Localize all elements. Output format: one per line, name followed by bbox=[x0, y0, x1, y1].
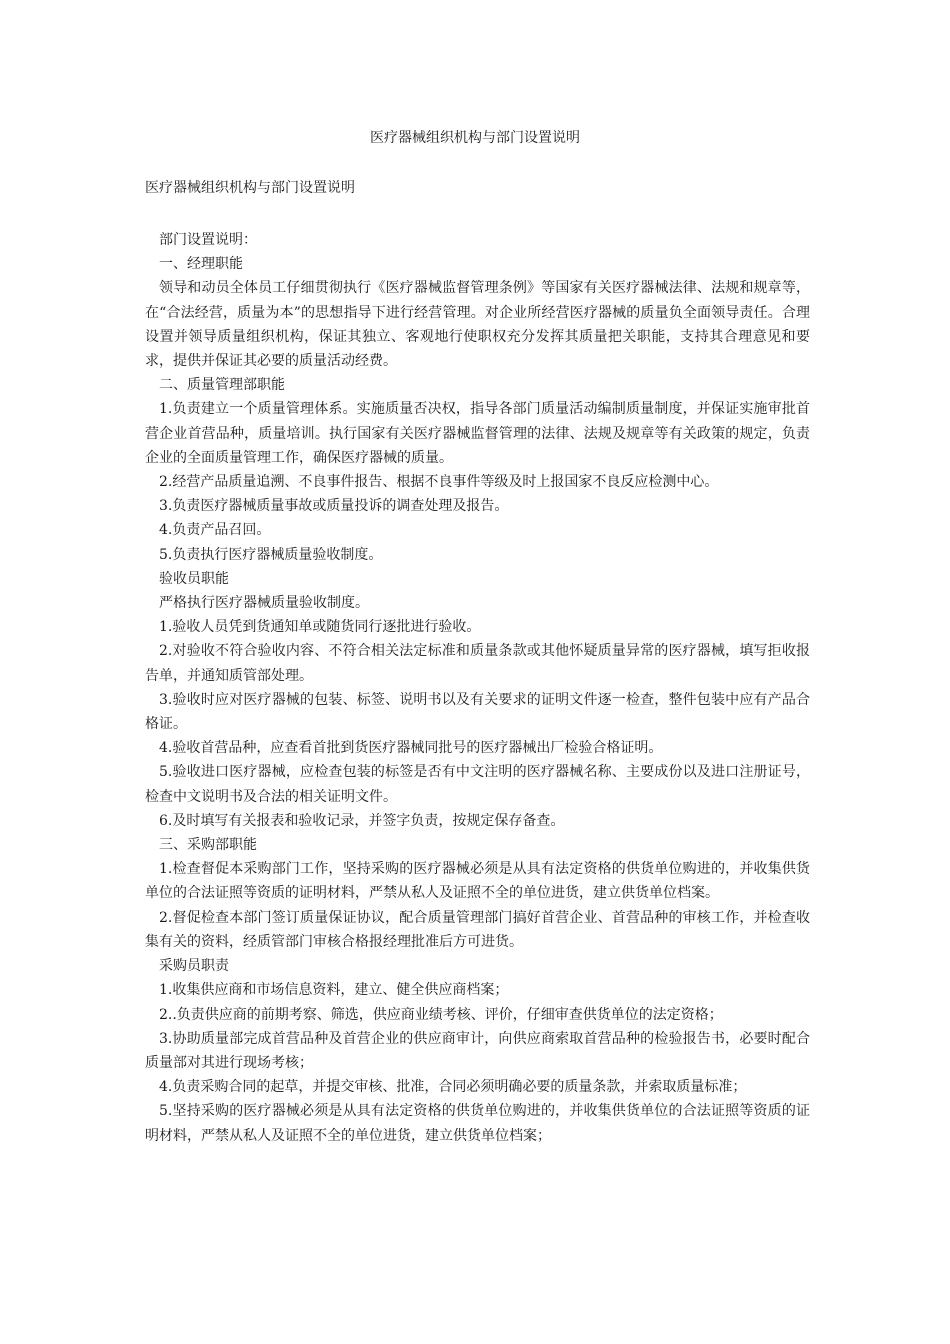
list-item: 1.验收人员凭到货通知单或随货同行逐批进行验收。 bbox=[159, 619, 481, 636]
paragraph: 部门设置说明： bbox=[159, 232, 257, 248]
list-item: 5.坚持采购的医疗器械必须是从具有法定资格的供货单位购进的，并收集供货单位的合法证照等资质的证明材料，严禁从私人及证照不全的单位进货，建立供货单位档案； bbox=[145, 1103, 810, 1144]
list-item: 1.收集供应商和市场信息资料，建立、健全供应商档案； bbox=[159, 982, 509, 999]
list-item: 5.负责执行医疗器械质量验收制度。 bbox=[159, 546, 383, 563]
list-item: 1.负责建立一个质量管理体系。实施质量否决权，指导各部门质量活动编制质量制度，并保证实施审批首营企业首营品种，质量培训。执行国家有关医疗器械监督管理的法律、法规及规章等有关政策的规定，负责企业的全面质量管理工作，确保医疗器械的质量。 bbox=[145, 401, 810, 466]
list-item: 1.检查督促本采购部门工作，坚持采购的医疗器械必须是从具有法定资格的供货单位购进的，并收集供货单位的合法证照等资质的证明材料，严禁从私人及证照不全的单位进货，建立供货单位档案。 bbox=[145, 861, 810, 902]
paragraph: 严格执行医疗器械质量验收制度。 bbox=[159, 595, 369, 612]
list-item: 2.对验收不符合验收内容、不符合相关法定标准和质量条款或其他怀疑质量异常的医疗器械，填写拒收报告单，并通知质管部处理。 bbox=[145, 643, 810, 684]
paragraph: 领导和动员全体员工仔细贯彻执行《医疗器械监督管理条例》等国家有关医疗器械法律、法规和规章等，在“合法经营，质量为本”的思想指导下进行经营管理。对企业所经营医疗器械的质量负全面领导责任。合理设置并领导质量组织机构，保证其独立、客观地行使职权充分发挥其质量把关职能，支持其合理意见和要求，提供并保证其必要的质量活动经费。 bbox=[145, 280, 810, 370]
document-subtitle: 医疗器械组织机构与部门设置说明 bbox=[145, 180, 355, 196]
list-item: 2.经营产品质量追溯、不良事件报告、根据不良事件等级及时上报国家不良反应检测中心。 bbox=[159, 474, 719, 491]
list-item: 5.验收进口医疗器械，应检查包装的标签是否有中文注明的医疗器械名称、主要成份以及进口注册证号，检查中文说明书及合法的相关证明文件。 bbox=[145, 764, 810, 805]
section-heading: 二、质量管理部职能 bbox=[159, 377, 285, 394]
section-heading: 验收员职能 bbox=[159, 570, 229, 587]
page-title: 医疗器械组织机构与部门设置说明 bbox=[370, 130, 580, 146]
list-item: 4.验收首营品种，应查看首批到货医疗器械同批号的医疗器械出厂检验合格证明。 bbox=[159, 740, 663, 757]
list-item: 4.负责采购合同的起草，并提交审核、批准，合同必须明确必要的质量条款，并索取质量标准； bbox=[159, 1079, 747, 1096]
list-item: 3.协助质量部完成首营品种及首营企业的供应商审计，向供应商索取首营品种的检验报告书，必要时配合质量部对其进行现场考核； bbox=[145, 1030, 810, 1071]
list-item: 3.负责医疗器械质量事故或质量投诉的调查处理及报告。 bbox=[159, 498, 509, 515]
section-heading: 采购员职责 bbox=[159, 958, 229, 975]
list-item: 3.验收时应对医疗器械的包装、标签、说明书以及有关要求的证明文件逐一检查，整件包装中应有产品合格证。 bbox=[145, 691, 810, 733]
document-body bbox=[145, 228, 810, 1148]
list-item: 4.负责产品召回。 bbox=[159, 522, 271, 539]
section-heading: 三、采购部职能 bbox=[159, 837, 257, 854]
list-item: 2.督促检查本部门签订质量保证协议，配合质量管理部门搞好首营企业、首营品种的审核工作，并检查收集有关的资料，经质管部门审核合格报经理批准后方可进货。 bbox=[145, 909, 810, 950]
list-item: 6.及时填写有关报表和验收记录，并签字负责，按规定保存备查。 bbox=[159, 812, 565, 829]
list-item: 2..负责供应商的前期考察、筛选，供应商业绩考核、评价，仔细审查供货单位的法定资格； bbox=[159, 1006, 723, 1023]
section-heading: 一、经理职能 bbox=[159, 256, 243, 273]
